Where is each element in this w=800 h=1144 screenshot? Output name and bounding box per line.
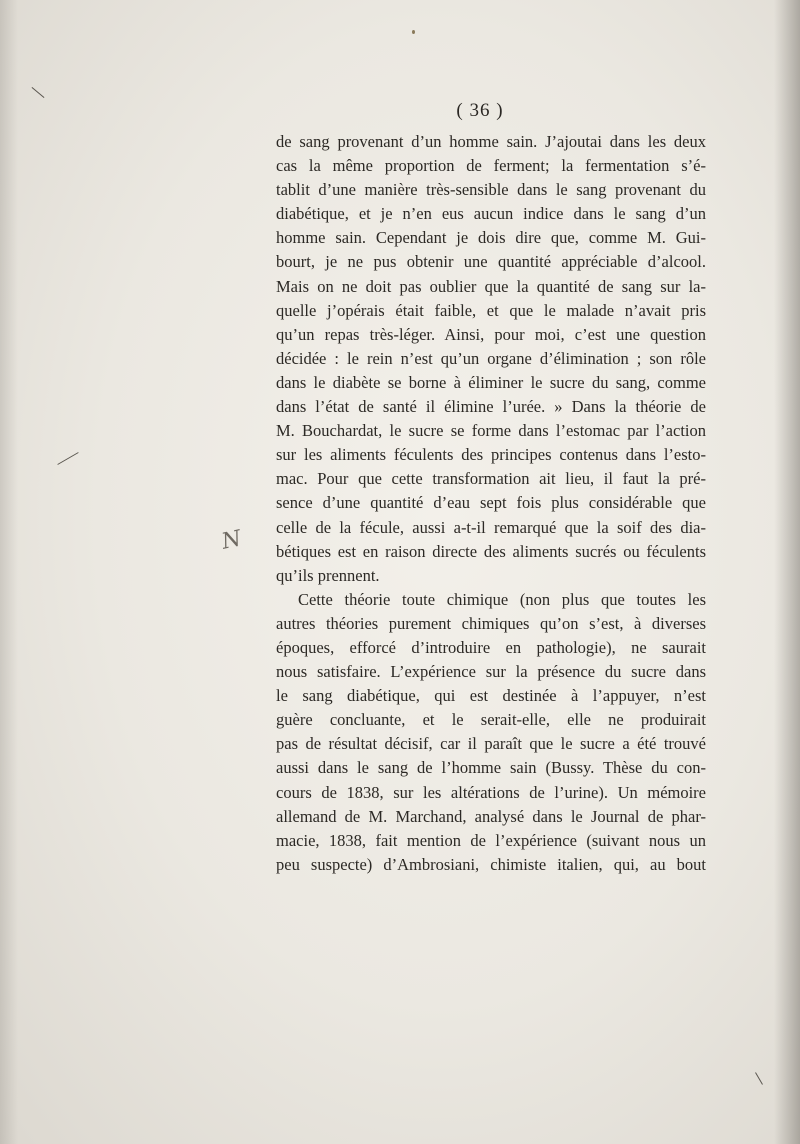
text-line: homme sain. Cependant je dois dire que, comme M. Gui-: [276, 228, 706, 248]
page-edge-shadow: [774, 0, 800, 1144]
binding-shadow: [0, 0, 18, 1144]
text-line: cours de 1838, sur les altérations de l’urine). Un mémoire: [276, 782, 706, 802]
pencil-stroke: [57, 452, 78, 465]
text-line: dans l’état de santé il élimine l’urée. » Dans la théorie de: [276, 397, 706, 417]
margin-note: N: [219, 526, 244, 555]
text-line: pas de résultat décisif, car il paraît que le sucre a été trouvé: [276, 734, 706, 754]
text-line: mac. Pour que cette transformation ait lieu, il faut la pré-: [276, 469, 706, 489]
text-line: qu’ils prennent.: [276, 565, 380, 585]
text-line: nous satisfaire. L’expérience sur la présence du sucre dans: [276, 662, 706, 682]
text-line: Cette théorie toute chimique (non plus que toutes les: [298, 589, 706, 609]
body-text: [276, 130, 706, 877]
text-line: autres théories purement chimiques qu’on s’est, à diverses: [276, 613, 706, 633]
text-line: cas la même proportion de ferment; la fermentation s’é-: [276, 156, 706, 176]
text-line: M. Bouchardat, le sucre se forme dans l’estomac par l’action: [276, 421, 706, 441]
text-line: décidée : le rein n’est qu’un organe d’élimination ; son rôle: [276, 348, 706, 368]
text-line: qu’un repas très-léger. Ainsi, pour moi, c’est une question: [276, 324, 706, 344]
text-line: celle de la fécule, aussi a-t-il remarqué que la soif des dia-: [276, 517, 706, 537]
text-line: bourt, je ne pus obtenir une quantité appréciable d’alcool.: [276, 252, 706, 272]
text-line: quelle j’opérais était faible, et que le malade n’avait pris: [276, 300, 706, 320]
text-line: époques, efforcé d’introduire en pathologie), ne saurait: [276, 637, 706, 657]
text-line: allemand de M. Marchand, analysé dans le Journal de phar-: [276, 806, 706, 826]
page-number: ( 36 ): [456, 100, 504, 121]
pencil-stroke: [755, 1072, 763, 1085]
text-line: tablit d’une manière très-sensible dans le sang provenant du: [276, 180, 706, 200]
text-line: guère concluante, et le serait-elle, elle ne produirait: [276, 710, 706, 730]
text-line: sur les aliments féculents des principes contenus dans l’esto-: [276, 445, 706, 465]
text-line: le sang diabétique, qui est destinée à l’appuyer, n’est: [276, 686, 706, 706]
text-line: sence d’une quantité d’eau sept fois plus considérable que: [276, 493, 706, 513]
pencil-stroke: [32, 87, 45, 98]
paper-speck: [412, 30, 415, 34]
text-line: diabétique, et je n’en eus aucun indice dans le sang d’un: [276, 204, 706, 224]
text-line: aussi dans le sang de l’homme sain (Bussy. Thèse du con-: [276, 758, 706, 778]
text-line: dans le diabète se borne à éliminer le sucre du sang, comme: [276, 372, 706, 392]
text-line: macie, 1838, fait mention de l’expérience (suivant nous un: [276, 830, 706, 850]
text-line: Mais on ne doit pas oublier que la quantité de sang sur la-: [276, 276, 706, 296]
text-line: de sang provenant d’un homme sain. J’ajoutai dans les deux: [276, 132, 706, 151]
text-line: peu suspecte) d’Ambrosiani, chimiste italien, qui, au bout: [276, 854, 706, 874]
text-line: bétiques est en raison directe des aliments sucrés ou féculents: [276, 541, 706, 561]
